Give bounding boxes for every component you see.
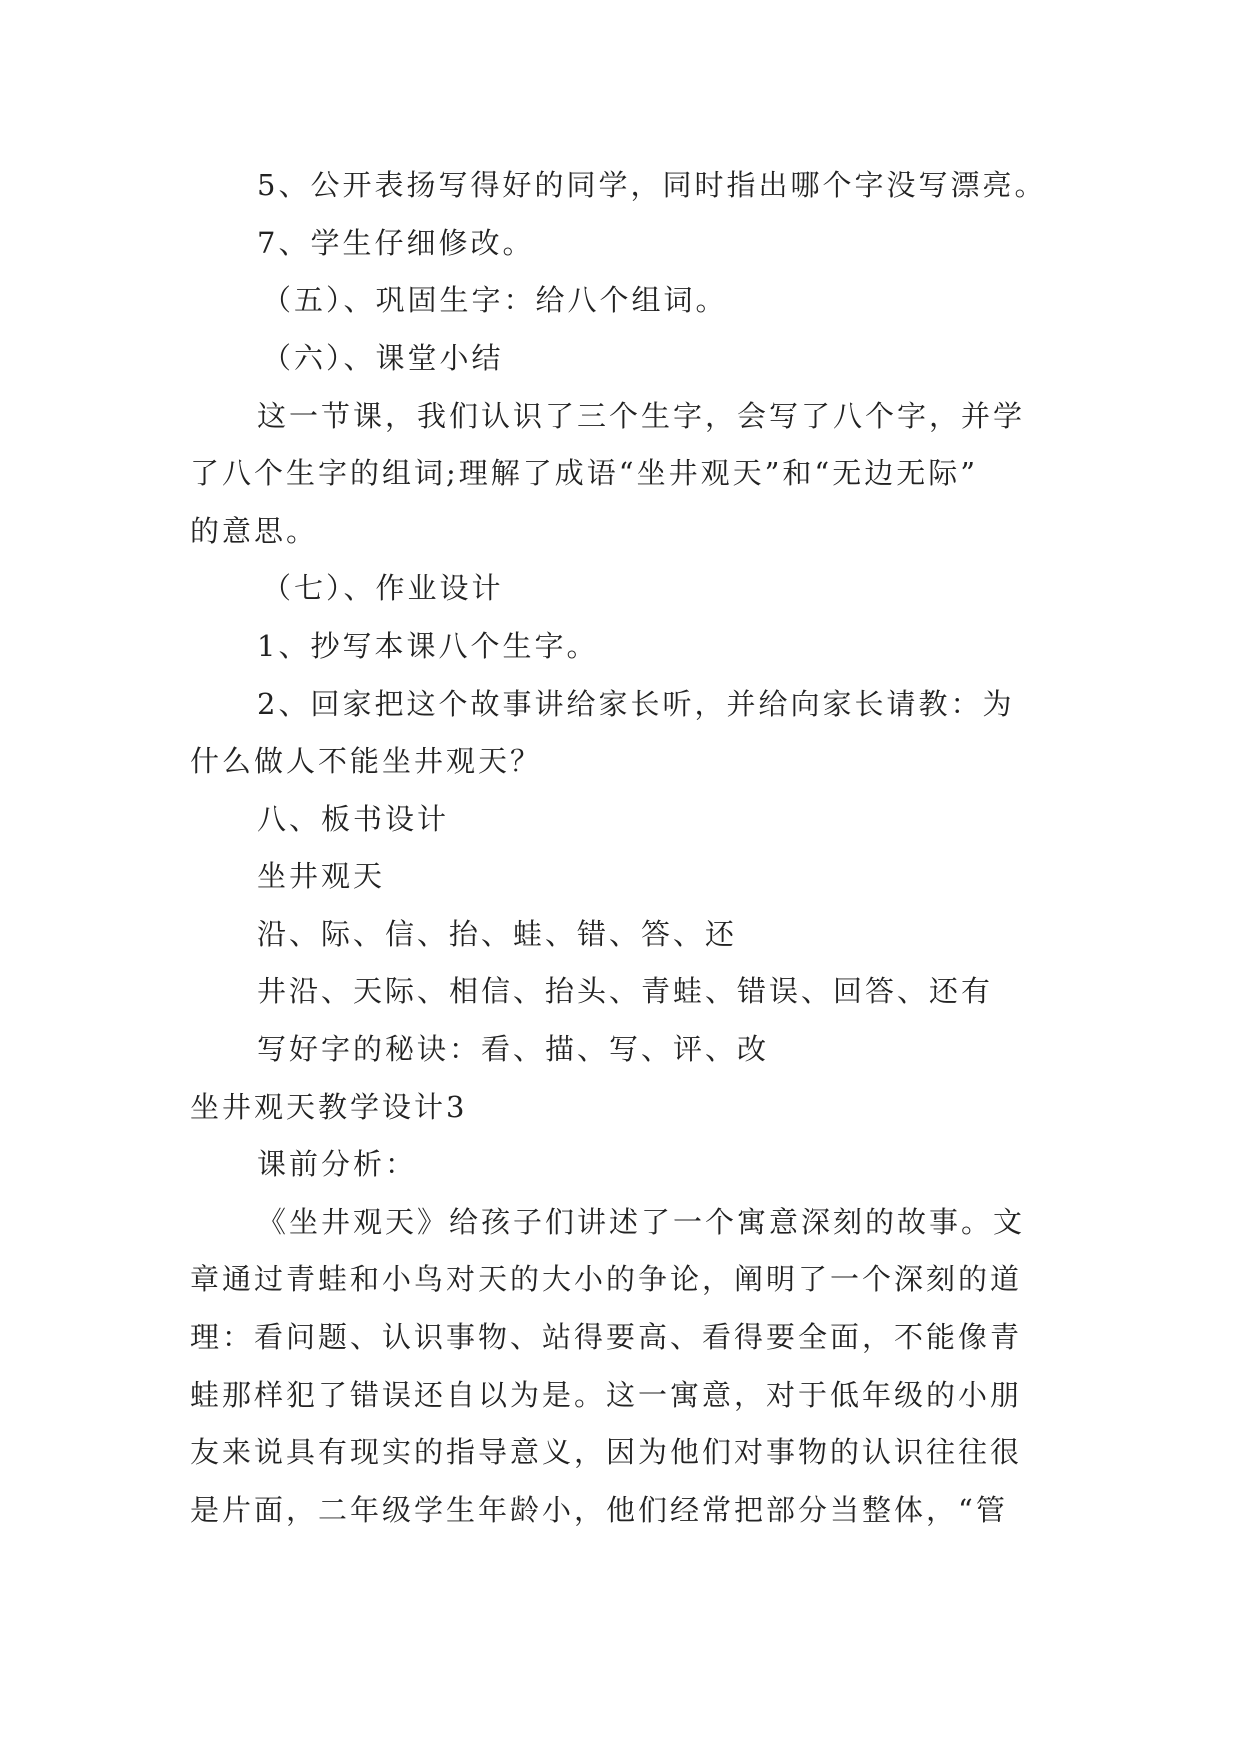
text-line: 1、抄写本课八个生字。 bbox=[257, 629, 599, 663]
text-line: 写好字的秘诀：看、描、写、评、改 bbox=[257, 1032, 770, 1066]
section-heading: （五）、巩固生字：给八个组词。 bbox=[262, 283, 728, 317]
text-line: 章通过青蛙和小鸟对天的大小的争论，阐明了一个深刻的道 bbox=[190, 1262, 1023, 1296]
text-line: 7、学生仔细修改。 bbox=[257, 226, 535, 260]
section-heading: 八、板书设计 bbox=[257, 802, 450, 836]
section-heading: （七）、作业设计 bbox=[262, 571, 504, 605]
text-line: 坐井观天 bbox=[257, 859, 386, 893]
text-line: 友来说具有现实的指导意义，因为他们对事物的认识往往很 bbox=[190, 1435, 1023, 1469]
section-heading: （六）、课堂小结 bbox=[262, 341, 504, 375]
document-title: 坐井观天教学设计3 bbox=[190, 1090, 468, 1124]
text-line: 2、回家把这个故事讲给家长听，并给向家长请教：为 bbox=[257, 687, 1015, 721]
text-line: 这一节课，我们认识了三个生字，会写了八个字，并学 bbox=[257, 399, 1026, 433]
text-line: 沿、际、信、抬、蛙、错、答、还 bbox=[257, 917, 738, 951]
text-line: 井沿、天际、相信、抬头、青蛙、错误、回答、还有 bbox=[257, 974, 994, 1008]
text-line: 什么做人不能坐井观天？ bbox=[190, 744, 543, 778]
text-line: 《坐井观天》给孩子们讲述了一个寓意深刻的故事。文 bbox=[257, 1205, 1026, 1239]
text-line: 理：看问题、认识事物、站得要高、看得要全面，不能像青 bbox=[190, 1320, 1023, 1354]
section-heading: 课前分析： bbox=[257, 1147, 418, 1181]
text-line: 是片面，二年级学生年龄小，他们经常把部分当整体，“管 bbox=[190, 1493, 1008, 1527]
text-line: 的意思。 bbox=[190, 514, 319, 548]
text-line: 蛙那样犯了错误还自以为是。这一寓意，对于低年级的小朋 bbox=[190, 1378, 1023, 1412]
text-line: 了八个生字的组词;理解了成语“坐井观天”和“无边无际” bbox=[190, 456, 979, 490]
text-line: 5、公开表扬写得好的同学，同时指出哪个字没写漂亮。 bbox=[257, 168, 1047, 202]
